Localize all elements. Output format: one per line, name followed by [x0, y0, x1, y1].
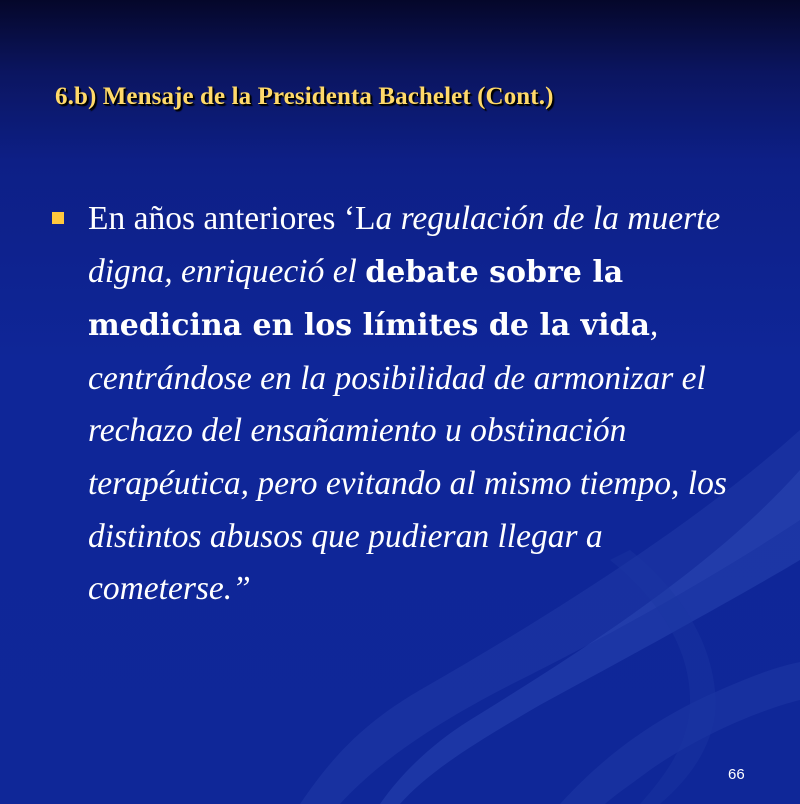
bullet-text-quote-end: , centrándose en la posibilidad de armonizar el rechazo del ensañamiento u obstinación terapéutica, pero evitando al mismo tiempo, los distintos abusos que pudieran llegar a cometerse.”	[88, 306, 727, 608]
bullet-item	[52, 193, 762, 616]
bullet-text-intro: En años anteriores ‘L	[88, 200, 376, 237]
square-bullet-icon	[52, 212, 64, 224]
bullet-text	[88, 193, 762, 616]
page-number: 66	[728, 766, 745, 783]
bullet-text-quote-start: a regulación de la muerte digna, enriqueció el	[88, 200, 721, 290]
slide-title: 6.b) Mensaje de la Presidenta Bachelet (Cont.)	[55, 83, 554, 110]
bullet-text-emphasis: debate sobre la medicina en los límites de la vida	[88, 254, 650, 344]
